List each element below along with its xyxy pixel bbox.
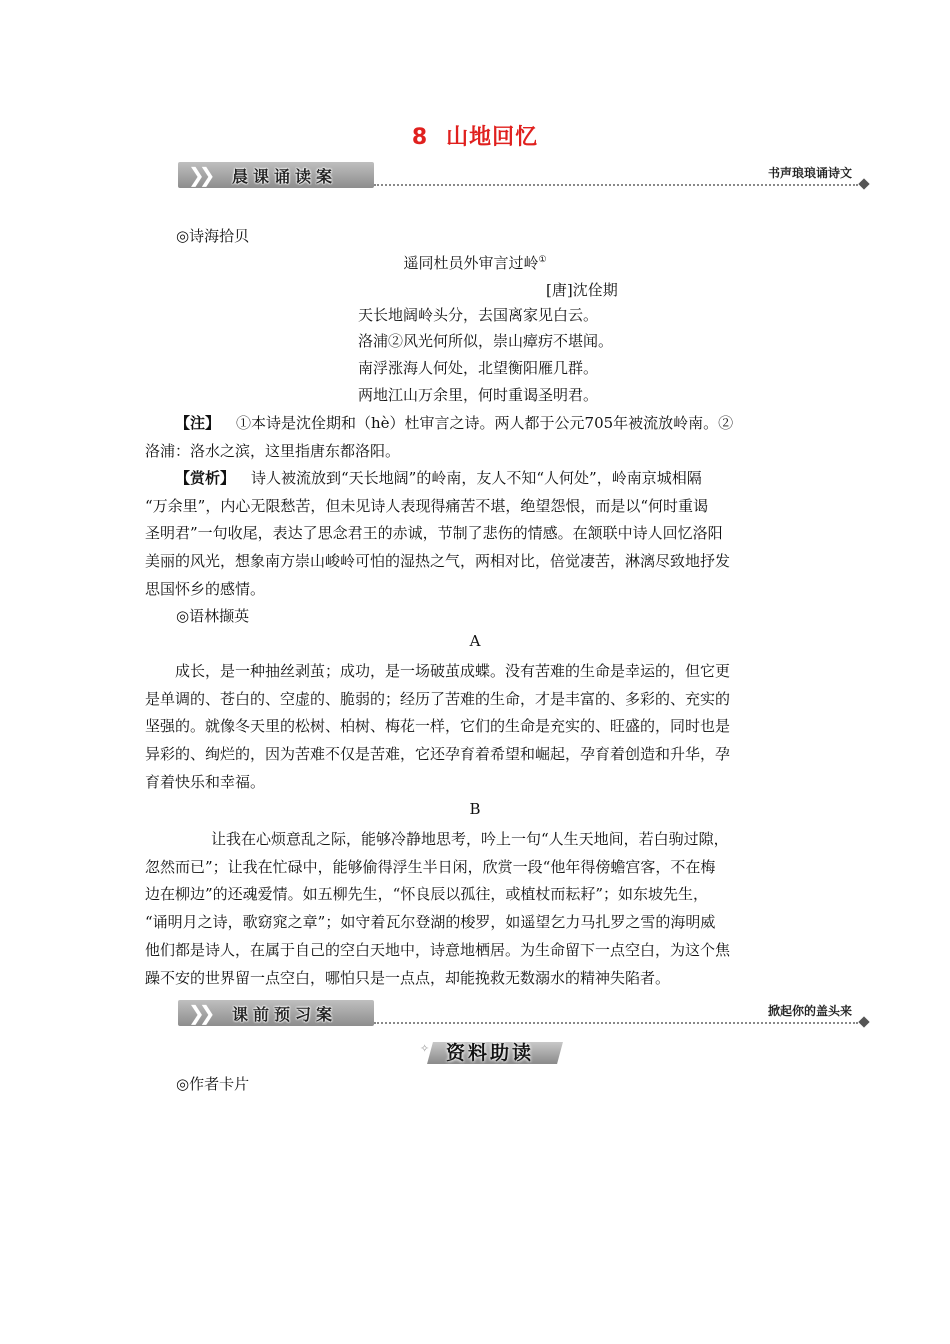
appreciation-text: 圣明君”一句收尾，表达了思念君王的赤诚，节制了悲伤的情感。在颔联中诗人回忆洛阳 (145, 524, 723, 543)
passage-line: 育着快乐和幸福。 (145, 772, 266, 791)
appreciation-text: “万余里”，内心无限愁苦，但未见诗人表现得痛苦不堪，绝望怨恨，而是以“何时重谒 (145, 496, 709, 515)
section-heading-poem: ◎诗海拾贝 (176, 227, 250, 245)
appreciation-block (145, 465, 805, 604)
sub-banner-label: 资料助读 (446, 1042, 535, 1064)
banner-tag: 书声琅琅诵诗文 (767, 166, 852, 180)
passage-line: “诵明月之诗，歌窈窕之章”；如守着瓦尔登湖的梭罗，如遥望乞力马扎罗之雪的海明威 (145, 913, 716, 932)
passage-line: 成长，是一种抽丝剥茧；成功，是一场破茧成蝶。没有苦难的生命是幸运的，但它更 (175, 662, 731, 680)
poem-line: 两地江山万余里，何时重谒圣明君。 (358, 386, 599, 404)
double-chevron-icon: ❯❯ (188, 1001, 210, 1025)
passage-line: 忽然而已”；让我在忙碌中，能够偷得浮生半日闲，欣赏一段“他年得傍蟾宫客，不在梅 (145, 857, 716, 876)
sparkle-icon: ✧ (420, 1042, 430, 1055)
section-banner-preview (178, 1000, 868, 1030)
appreciation-label: 【赏析】 (175, 469, 236, 487)
passage-line: 是单调的、苍白的、空虚的、脆弱的；经历了苦难的生命，才是丰富的、多彩的、充实的 (145, 689, 731, 708)
passage-b (145, 826, 805, 992)
note-label: 【注】 (175, 414, 221, 432)
passage-line: 躁不安的世界留一点空白，哪怕只是一点点，却能挽救无数溺水的精神失陷者。 (145, 968, 671, 987)
banner-label: 晨课诵读案 (232, 167, 338, 186)
passage-line: 他们都是诗人，在属于自己的空白天地中，诗意地栖居。为生命留下一点空白，为这个焦 (145, 940, 731, 959)
passage-line: 异彩的、绚烂的，因为苦难不仅是苦难，它还孕育着希望和崛起，孕育着创造和升华，孕 (145, 745, 731, 764)
lesson-number: 8 (411, 125, 429, 150)
banner-label: 课前预习案 (232, 1005, 338, 1024)
dotted-rule (374, 1022, 858, 1024)
passage-b-heading: B (469, 800, 481, 818)
poem-author: [唐]沈佺期 (546, 281, 618, 299)
page-title (0, 120, 950, 151)
passage-line: 边在柳边”的还魂爱情。如五柳先生，“怀良辰以孤往，或植杖而耘耔”；如东坡先生， (145, 885, 709, 904)
poem-line: 天长地阔岭头分，去国离家见白云。 (358, 306, 599, 324)
poem-line: 南浮涨海人何处，北望衡阳雁几群。 (358, 359, 599, 377)
passage-line: 让我在心烦意乱之际，能够冷静地思考，吟上一句“人生天地间，若白驹过隙， (211, 830, 729, 848)
appreciation-text: 美丽的风光，想象南方崇山峻岭可怕的湿热之气，两相对比，倍觉凄苦，淋漓尽致地抒发 (145, 552, 731, 571)
diamond-icon (858, 178, 869, 189)
sub-banner (420, 1038, 565, 1066)
appreciation-text: 思国怀乡的感情。 (145, 579, 266, 598)
poem-line: 洛浦②风光何所似，崇山瘴疠不堪闻。 (358, 332, 614, 350)
double-chevron-icon: ❯❯ (188, 163, 210, 187)
section-heading-language: ◎语林撷英 (176, 607, 250, 625)
section-heading-author: ◎作者卡片 (176, 1075, 250, 1093)
note-text: 洛浦：洛水之滨，这里指唐东都洛阳。 (145, 441, 401, 460)
diamond-icon (858, 1016, 869, 1027)
poem-title-text: 遥同杜员外审言过岭 (403, 254, 539, 272)
poem-title (0, 252, 950, 273)
passage-a-heading: A (469, 632, 481, 650)
banner-tag: 掀起你的盖头来 (767, 1004, 852, 1018)
note-block (145, 410, 805, 465)
lesson-title: 山地回忆 (446, 125, 539, 150)
dotted-rule (374, 184, 858, 186)
note-text: ①本诗是沈佺期和（hè）杜审言之诗。两人都于公元705年被流放岭南。② (236, 414, 734, 432)
poem-note-mark: ① (538, 255, 547, 265)
passage-line: 坚强的。就像冬天里的松树、柏树、梅花一样，它们的生命是充实的、旺盛的，同时也是 (145, 717, 731, 736)
section-banner-morning (178, 162, 868, 192)
passage-a (145, 658, 805, 797)
appreciation-text: 诗人被流放到“天长地阔”的岭南，友人不知“人何处”，岭南京城相隔 (251, 469, 702, 487)
